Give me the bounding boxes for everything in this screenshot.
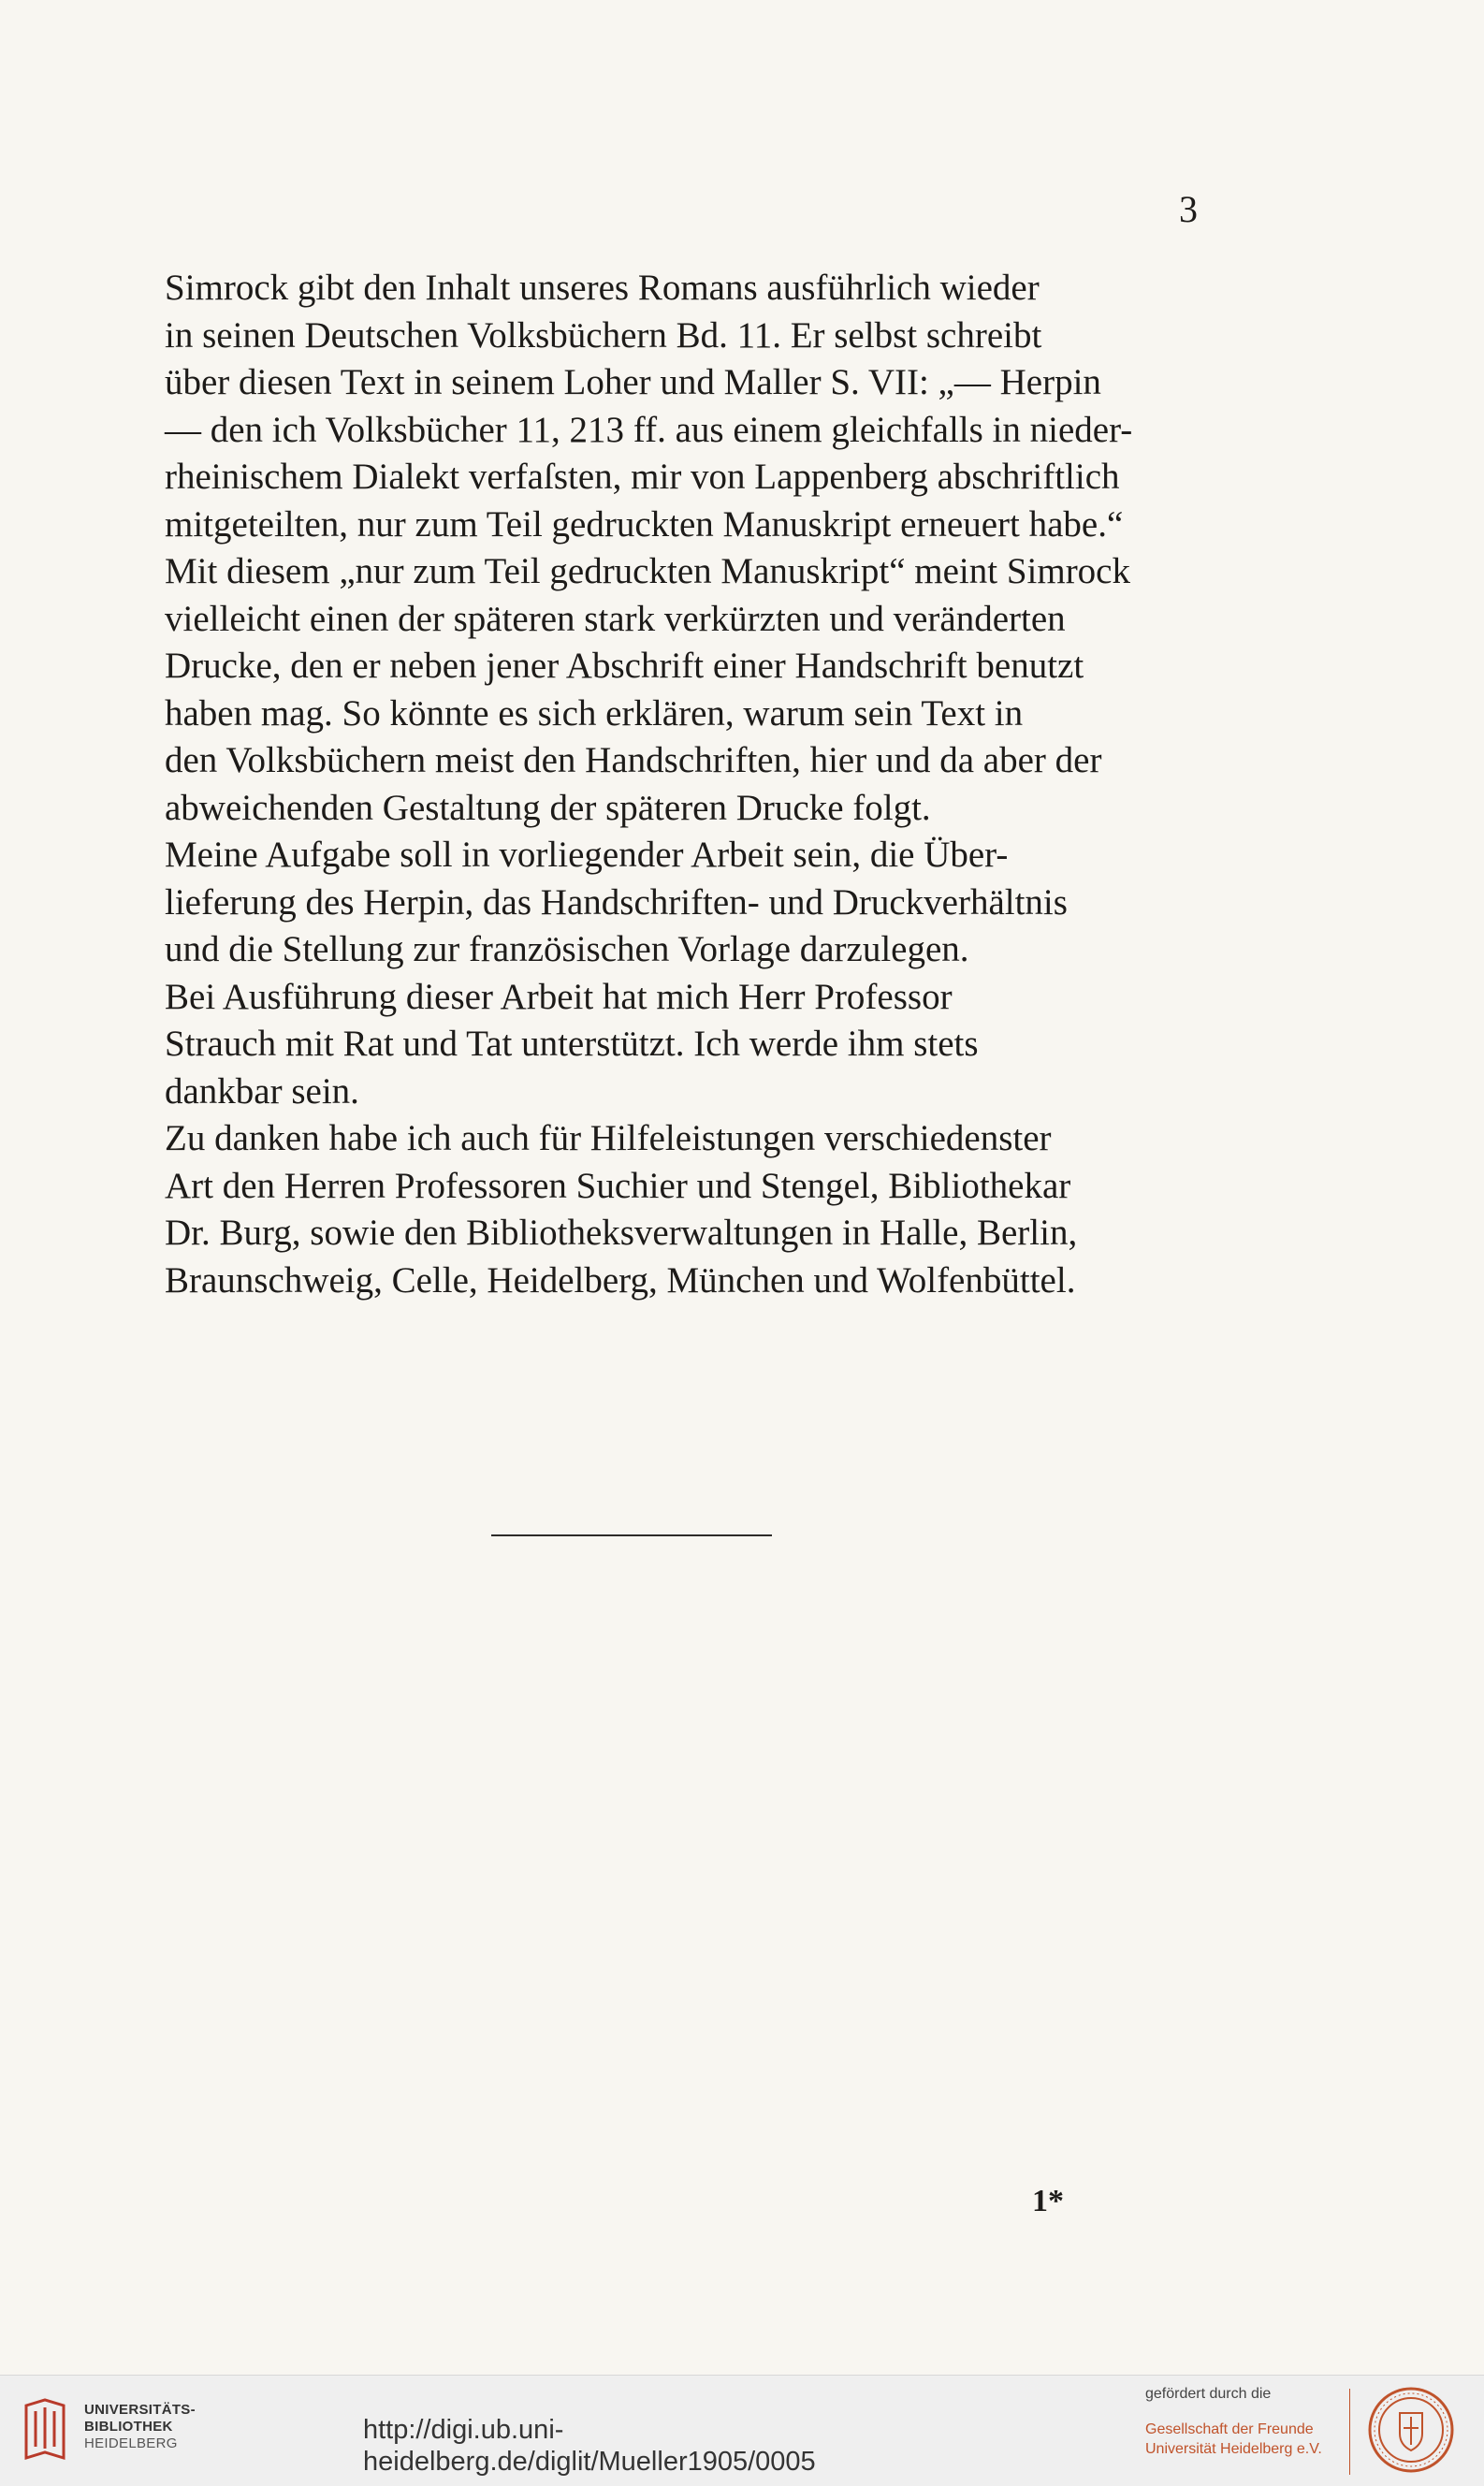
text-line: Drucke, den er neben jener Abschrift einer Handschrift benutzt (165, 646, 1084, 686)
sponsor-name-line: Gesellschaft der Freunde (1145, 2421, 1314, 2437)
text-line: Dr. Burg, sowie den Bibliotheksverwaltungen in Halle, Berlin, (165, 1213, 1078, 1253)
paragraph-4 (75, 1115, 1198, 1304)
text-line: lieferung des Herpin, das Handschriften- und Druckverhältnis (165, 881, 1068, 923)
text-line: Bei Ausführung dieser Arbeit hat mich Herr Professor (165, 976, 953, 1017)
text-line: Zu danken habe ich auch für Hilfeleistungen verschiedenster (165, 1118, 1052, 1158)
text-line: Simrock gibt den Inhalt unseres Romans ausführlich wieder (165, 268, 1040, 308)
footer-divider (1349, 2389, 1350, 2475)
paragraph-1 (75, 265, 1198, 832)
text-line: dankbar sein. (165, 1070, 359, 1112)
text-line: in seinen Deutschen Volksbüchern Bd. 11. Er selbst schreibt (165, 314, 1042, 356)
sponsor-name-line: Universität Heidelberg e.V. (1145, 2441, 1322, 2457)
library-name-line: UNIVERSITÄTS- (84, 2402, 196, 2418)
text-line: über diesen Text in seinem Loher und Maller S. VII: „— Herpin (165, 362, 1101, 402)
text-line: abweichenden Gestaltung der späteren Drucke folgt. (165, 787, 931, 828)
library-name-line: HEIDELBERG (84, 2435, 178, 2451)
university-seal-icon (1366, 2385, 1456, 2475)
library-name (84, 2402, 215, 2452)
text-line: haben mag. So könnte es sich erklären, warum sein Text in (165, 692, 1024, 734)
body-text (75, 265, 1198, 1304)
library-logo-icon (15, 2396, 75, 2464)
text-line: Braunschweig, Celle, Heidelberg, München und Wolfenbüttel. (165, 1259, 1076, 1301)
text-line: vielleicht einen der späteren stark verkürzten und veränderten (165, 598, 1066, 639)
footer-bar (0, 2375, 1484, 2486)
text-line: Strauch mit Rat und Tat unterstützt. Ich werde ihm stets (165, 1024, 979, 1064)
paragraph-3 (75, 974, 1198, 1116)
text-line: Mit diesem „nur zum Teil gedruckten Manuskript“ meint Simrock (165, 551, 1130, 591)
section-divider (491, 1534, 772, 1536)
text-line: den Volksbüchern meist den Handschriften, hier und da aber der (165, 740, 1102, 780)
paragraph-2 (75, 832, 1198, 974)
text-line: mitgeteilten, nur zum Teil gedruckten Manuskript erneuert habe.“ (165, 503, 1124, 545)
signature-mark: 1* (1032, 2184, 1064, 2218)
text-line: rheinischem Dialekt verfaſsten, mir von Lappenberg abschriftlich (165, 457, 1120, 497)
library-name-line: BIBLIOTHEK (84, 2419, 173, 2435)
text-line: Art den Herren Professoren Suchier und Stengel, Bibliothekar (165, 1165, 1071, 1206)
sponsor-label: gefördert durch die (1145, 2386, 1272, 2402)
page-number: 3 (1179, 188, 1198, 230)
text-line: Meine Aufgabe soll in vorliegender Arbeit sein, die Über- (165, 835, 1009, 875)
text-line: — den ich Volksbücher 11, 213 ff. aus einem gleichfalls in nieder- (165, 409, 1133, 450)
permalink-url[interactable]: http://digi.ub.uni-heidelberg.de/diglit/Mueller1905/0005 (363, 2415, 816, 2477)
text-line: und die Stellung zur französischen Vorlage darzulegen. (165, 929, 969, 969)
sponsor-name (1145, 2420, 1342, 2459)
